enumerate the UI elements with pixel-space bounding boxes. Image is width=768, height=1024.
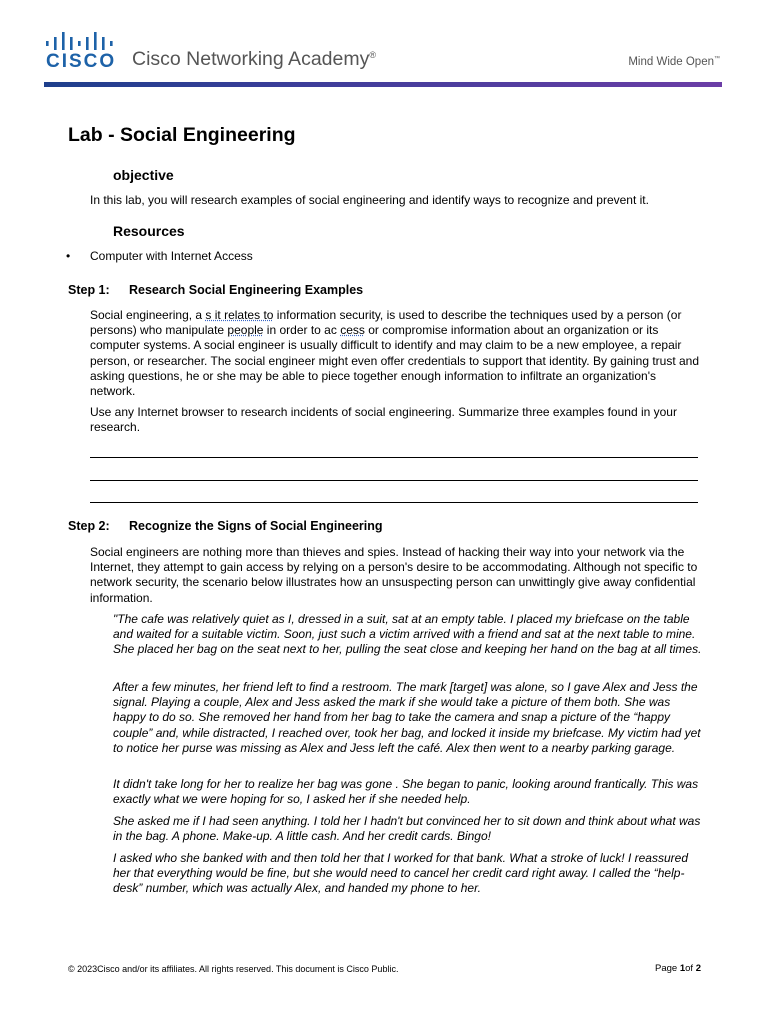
answer-line[interactable] [90, 502, 698, 503]
brand-name: Cisco Networking Academy® [132, 48, 376, 70]
step1-paragraph: Social engineering, a s it relates to information security, is used to describe the techniques used by a person (or persons) who manipulate people in order to ac cess or compromise information about an organization or its computer systems. A social engineer is usually difficult to identify and may claim to be a new employee, a repair person, or researcher. The social engineer might even offer credentials to support that identity. By gaining trust and asking questions, he or she may be able to piece together enough information to infiltrate an organization's network. [90, 308, 700, 399]
page-header [44, 28, 724, 88]
bullet-icon: • [66, 249, 71, 263]
step1-heading: Step 1: Research Social Engineering Examples [68, 283, 364, 297]
page-title: Lab - Social Engineering [68, 124, 296, 146]
scenario-paragraph-1: "The cafe was relatively quiet as I, dressed in a suit, sat at an empty table. I placed my briefcase on the table and waited for a suitable victim. Soon, just such a victim arrived with a friend and sat at the next table to mine. She placed her bag on the seat next to her, pulling the seat close and keeping her hand on the bag at all times. [113, 612, 702, 657]
step2-intro: Social engineers are nothing more than thieves and spies. Instead of hacking their way into your network via the Internet, they attempt to gain access by relying on a person's desire to be accommodating. Although not specific to network security, the scenario below illustrates how an unsuspecting person can unwittingly give away confidential information. [90, 545, 698, 605]
cisco-logo-bars-icon [46, 32, 116, 50]
header-gradient-rule [44, 82, 722, 87]
footer-page-number: Page 1of 2 [655, 963, 701, 974]
objective-heading: objective [113, 167, 174, 183]
scenario-paragraph-5: I asked who she banked with and then told her that I worked for that bank. What a stroke of luck! I reassured her that everything would be fine, but she would need to cancel her credit card right away. I called the “help-desk” number, which was actually Alex, and handed my phone to her. [113, 851, 688, 896]
objective-text: In this lab, you will research examples of social engineering and identify ways to recognize and prevent it. [90, 193, 649, 207]
footer-copyright: © 2023Cisco and/or its affiliates. All rights reserved. This document is Cisco Public. [68, 964, 399, 974]
step2-heading: Step 2: Recognize the Signs of Social Engineering [68, 519, 383, 533]
cisco-logo-text: CISCO [46, 51, 117, 72]
scenario-paragraph-3: It didn't take long for her to realize her bag was gone . She began to panic, looking around frantically. This was exactly what we were hoping for so, I asked her if she needed help. [113, 777, 699, 807]
tagline: Mind Wide Open™ [628, 56, 720, 68]
resources-heading: Resources [113, 223, 185, 239]
scenario-paragraph-4: She asked me if I had seen anything. I told her I hadn't but convinced her to sit down and think about what was in the bag. A phone. Make-up. A little cash. And her credit cards. Bingo! [113, 814, 701, 844]
answer-line[interactable] [90, 480, 698, 481]
scenario-paragraph-2: After a few minutes, her friend left to find a restroom. The mark [target] was alone, so I gave Alex and Jess the signal. Playing a couple, Alex and Jess asked the mark if she would take a picture of them both. She was happy to do so. She removed her hand from her bag to take the camera and snap a picture of the “happy couple” and, while distracted, I reached over, took her bag, and locked it inside my briefcase. My victim had yet to notice her purse was missing as Alex and Jess left the café. Alex then went to a nearby parking garage. [113, 680, 701, 755]
step1-instructions: Use any Internet browser to research incidents of social engineering. Summarize three examples found in your research. [90, 405, 677, 435]
answer-line[interactable] [90, 457, 698, 458]
list-item: • Computer with Internet Access [66, 249, 253, 263]
